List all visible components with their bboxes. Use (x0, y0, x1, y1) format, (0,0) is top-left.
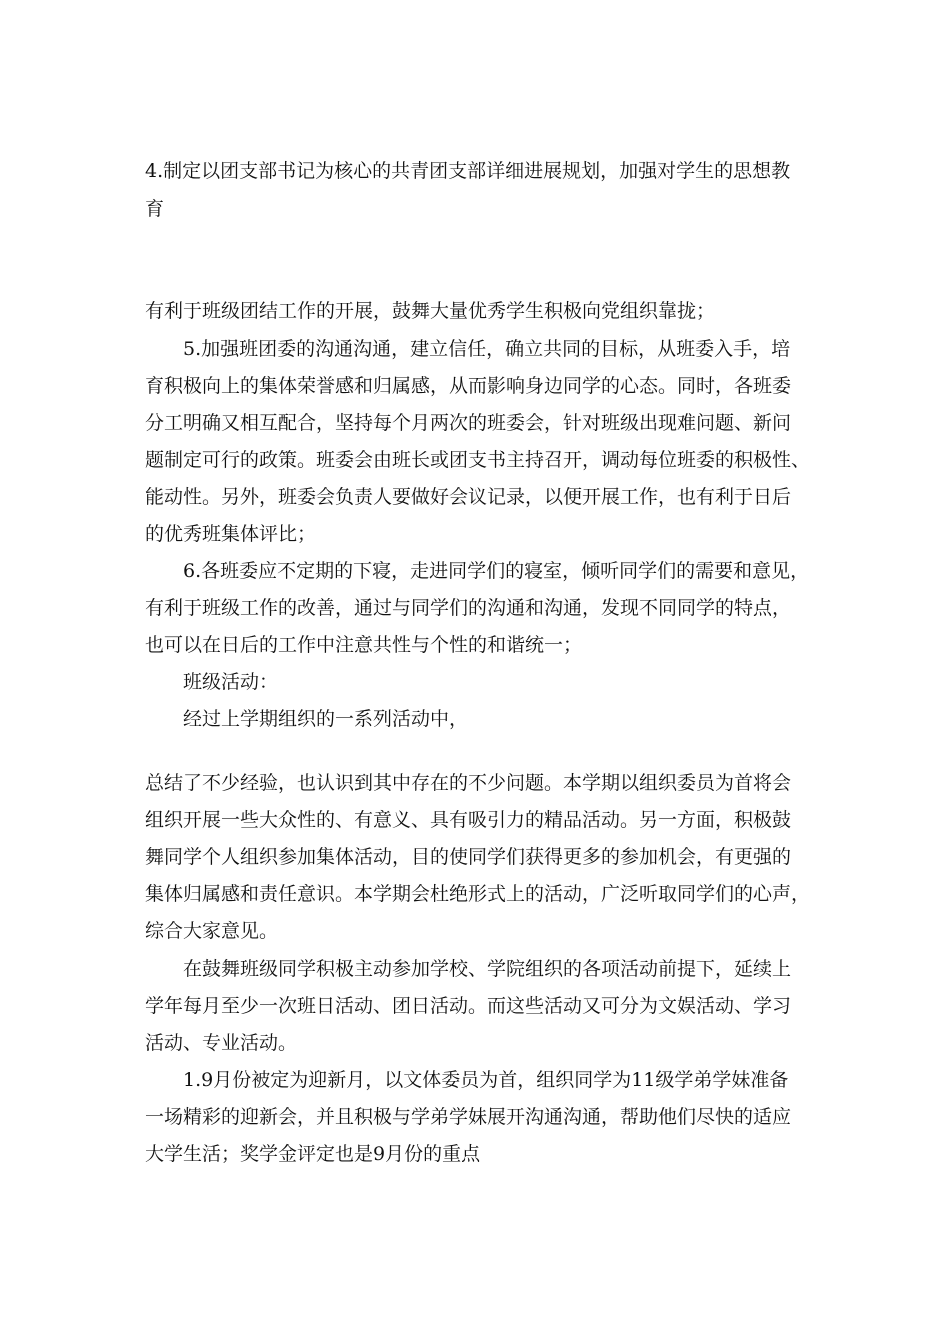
section-heading: 班级活动： (183, 671, 279, 693)
text-line: 总结了不少经验，也认识到其中存在的不少问题。本学期以组织委员为首将会 (145, 772, 792, 794)
text-line: 舞同学个人组织参加集体活动，目的使同学们获得更多的参加机会，有更强的 (145, 846, 792, 868)
text-line: 能动性。另外，班委会负责人要做好会议记录，以便开展工作，也有利于日后 (145, 486, 792, 508)
text-line: 活动、专业活动。 (145, 1032, 298, 1054)
text-line: 5.加强班团委的沟通沟通，建立信任，确立共同的目标，从班委入手，培 (183, 338, 791, 360)
text-line: 6.各班委应不定期的下寝，走进同学们的寝室，倾听同学们的需要和意见， (183, 560, 810, 582)
text-line: 的优秀班集体评比； (145, 523, 317, 545)
text-line: 一场精彩的迎新会，并且积极与学弟学妹展开沟通沟通，帮助他们尽快的适应 (145, 1106, 792, 1128)
text-line: 育 (145, 198, 165, 220)
text-line: 学年每月至少一次班日活动、团日活动。而这些活动又可分为文娱活动、学习 (145, 995, 792, 1017)
text-line: 有利于班级工作的改善，通过与同学们的沟通和沟通，发现不同同学的特点， (145, 597, 792, 619)
text-line: 也可以在日后的工作中注意共性与个性的和谐统一； (145, 634, 583, 656)
text-line: 在鼓舞班级同学积极主动参加学校、学院组织的各项活动前提下，延续上 (183, 958, 792, 980)
text-line: 题制定可行的政策。班委会由班长或团支书主持召开，调动每位班委的积极性、 (145, 449, 811, 471)
text-line: 大学生活；奖学金评定也是9月份的重点 (145, 1143, 481, 1165)
text-line: 组织开展一些大众性的、有意义、具有吸引力的精品活动。另一方面，积极鼓 (145, 809, 792, 831)
text-line: 1.9月份被定为迎新月，以文体委员为首，组织同学为11级学弟学妹准备 (183, 1069, 789, 1091)
text-line: 经过上学期组织的一系列活动中， (183, 708, 469, 730)
text-line: 综合大家意见。 (145, 920, 279, 942)
text-line: 育积极向上的集体荣誉感和归属感，从而影响身边同学的心态。同时，各班委 (145, 375, 792, 397)
text-line: 分工明确又相互配合，坚持每个月两次的班委会，针对班级出现难问题、新问 (145, 412, 792, 434)
text-line: 集体归属感和责任意识。本学期会杜绝形式上的活动，广泛听取同学们的心声， (145, 883, 811, 905)
text-line: 有利于班级团结工作的开展，鼓舞大量优秀学生积极向党组织靠拢； (145, 300, 716, 322)
text-line: 4.制定以团支部书记为核心的共青团支部详细进展规划，加强对学生的思想教 (145, 160, 791, 182)
